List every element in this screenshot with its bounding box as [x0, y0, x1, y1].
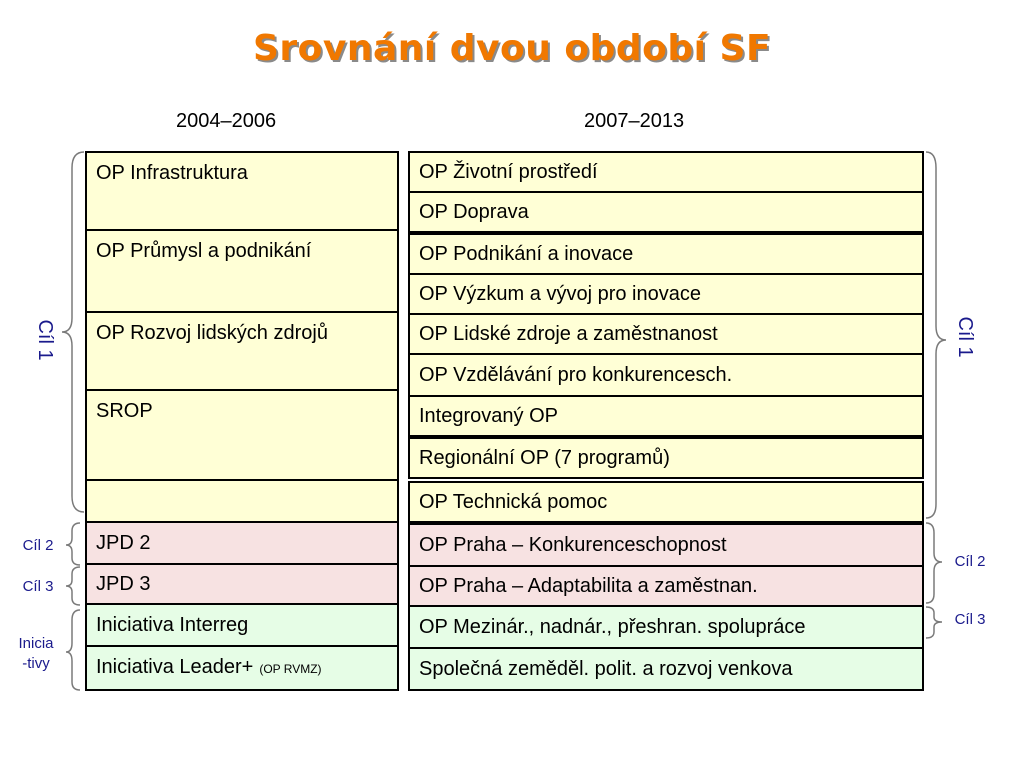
- left-cil1-label: Cíl 1: [34, 319, 56, 361]
- left-cil2-brace: [66, 523, 80, 565]
- left-program-leader: Iniciativa Leader+ (OP RVMZ): [85, 645, 399, 691]
- left-iniciativy-brace: [66, 610, 80, 690]
- left-program-jpd2: JPD 2: [85, 521, 399, 565]
- right-program-0: OP Životní prostředí: [408, 151, 924, 193]
- left-program-srop: SROP: [85, 389, 399, 481]
- right-cil1-brace: [926, 152, 946, 518]
- right-program-12: Společná zeměděl. polit. a rozvoj venkova: [408, 647, 924, 691]
- right-program-9: OP Praha – Konkurenceschopnost: [408, 523, 924, 567]
- left-cil3-label: Cíl 3: [22, 578, 54, 595]
- period-2007-2013: 2007–2013: [584, 110, 685, 132]
- left-cil1-brace: [62, 152, 84, 512]
- left-iniciativy-label: Inicia -tivy: [18, 635, 54, 672]
- right-program-6: Integrovaný OP: [408, 395, 924, 437]
- left-program-op-prumysl: OP Průmysl a podnikání: [85, 229, 399, 313]
- right-cil3-brace: [926, 607, 942, 638]
- left-cil3-brace: [66, 567, 80, 605]
- leader-note: (OP RVMZ): [259, 662, 322, 676]
- right-cil1-label: Cíl 1: [954, 316, 976, 358]
- slide-title: Srovnání dvou období SF: [252, 28, 772, 69]
- left-program-op-infrastruktura: OP Infrastruktura: [85, 151, 399, 231]
- left-program-interreg: Iniciativa Interreg: [85, 603, 399, 647]
- right-program-2: OP Podnikání a inovace: [408, 233, 924, 275]
- left-program-jpd3: JPD 3: [85, 563, 399, 605]
- right-program-5: OP Vzdělávání pro konkurencesch.: [408, 353, 924, 397]
- right-program-4: OP Lidské zdroje a zaměstnanost: [408, 313, 924, 355]
- period-2004-2006: 2004–2006: [176, 110, 277, 132]
- right-cil2-brace: [926, 523, 942, 603]
- right-program-1: OP Doprava: [408, 191, 924, 233]
- right-program-3: OP Výzkum a vývoj pro inovace: [408, 273, 924, 315]
- right-program-10: OP Praha – Adaptabilita a zaměstnan.: [408, 565, 924, 607]
- left-cil2-label: Cíl 2: [22, 537, 54, 554]
- left-program-op-rlz: OP Rozvoj lidských zdrojů: [85, 311, 399, 391]
- right-program-7: Regionální OP (7 programů): [408, 437, 924, 479]
- right-program-8: OP Technická pomoc: [408, 481, 924, 523]
- right-cil2-label: Cíl 2: [954, 553, 986, 570]
- right-cil3-label: Cíl 3: [954, 611, 986, 628]
- right-program-11: OP Mezinár., nadnár., přeshran. spolupráce: [408, 605, 924, 649]
